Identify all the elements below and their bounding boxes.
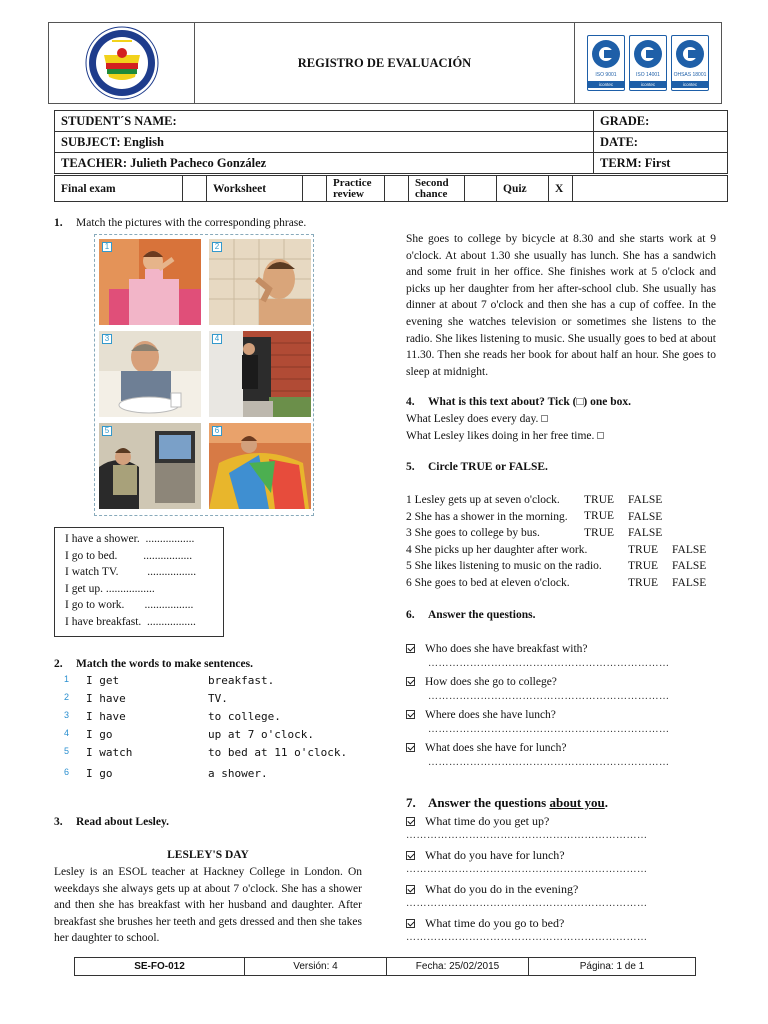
q5-text: Circle TRUE or FALSE. (428, 461, 548, 473)
picture-number: 4 (212, 334, 222, 344)
checked-box-icon (406, 885, 415, 894)
question-text: What do you do in the evening? (425, 882, 579, 896)
checked-box-icon (406, 677, 415, 686)
phrase-item[interactable]: I have breakfast. ................. (65, 615, 196, 628)
q7-text-underlined: about you (549, 795, 605, 810)
q7-questions (406, 813, 722, 949)
answer-line[interactable]: …………………………………………………………… (428, 690, 670, 702)
tf-statement: 5 She likes listening to music on the radio. (406, 560, 602, 572)
row-number: 5 (64, 746, 70, 756)
form-version: Versión: 4 (245, 958, 387, 976)
false-option[interactable]: FALSE (672, 576, 707, 589)
sentence-start[interactable]: I go (86, 728, 113, 741)
form-date: Fecha: 25/02/2015 (387, 958, 529, 976)
picture-number: 3 (102, 334, 112, 344)
tick-box-icon[interactable] (597, 432, 604, 439)
q4-options (406, 411, 604, 444)
row-number: 2 (64, 692, 70, 702)
answer-line[interactable]: …………………………………………………………… (428, 657, 670, 669)
true-false-list (406, 492, 722, 591)
checked-box-icon (406, 743, 415, 752)
worksheet-checkbox[interactable] (303, 176, 327, 202)
student-info-table (54, 110, 728, 174)
tf-statement: 3 She goes to college by bus. (406, 527, 540, 539)
second-chance-label: Second chance (409, 176, 465, 202)
sentence-end[interactable]: TV. (208, 692, 228, 705)
practice-review-checkbox[interactable] (385, 176, 409, 202)
picture-2-man-washing-face (209, 239, 311, 325)
teacher-label: TEACHER: Julieth Pacheco González (55, 153, 594, 174)
sentence-end[interactable]: to bed at 11 o'clock. (208, 746, 348, 759)
sentence-end[interactable]: breakfast. (208, 674, 275, 687)
iso-9001-cert-icon (587, 35, 625, 91)
page-number: Página: 1 de 1 (529, 958, 696, 976)
cert-label: ISO 14001 (636, 71, 660, 78)
sentence-end[interactable]: to college. (208, 710, 281, 723)
question-text: What time do you go to bed? (425, 916, 565, 930)
row-number: 6 (64, 767, 70, 777)
q5-heading (406, 461, 548, 473)
q5-number: 5. (406, 461, 415, 473)
q6-question (406, 641, 722, 674)
q6-questions (406, 641, 722, 773)
question-text: What do you have for lunch? (425, 848, 565, 862)
q2-number: 2. (54, 658, 63, 670)
q4-option[interactable] (406, 428, 604, 445)
grade-field[interactable]: GRADE: (594, 111, 728, 132)
picture-6-woman-going-to-bed (209, 423, 311, 509)
tick-box-icon[interactable] (541, 415, 548, 422)
phrases-box (54, 527, 224, 637)
cert-label: ISO 9001 (595, 71, 617, 78)
true-option-2[interactable]: TRUE (584, 510, 615, 522)
q4-number: 4. (406, 396, 415, 408)
question-text: Who does she have breakfast with? (425, 643, 588, 655)
true-option[interactable]: TRUE (628, 543, 659, 556)
question-text: Where does she have lunch? (425, 709, 556, 721)
q3-heading (54, 816, 169, 828)
row-number: 4 (64, 728, 70, 738)
subject-label: SUBJECT: English (55, 132, 594, 153)
document-footer (74, 957, 696, 976)
q7-question (406, 881, 722, 915)
match-words-list (64, 674, 364, 786)
picture-5-woman-watching-tv (99, 423, 201, 509)
picture-4-man-leaving-for-work (209, 331, 311, 417)
sentence-start[interactable]: I have (86, 710, 126, 723)
row-number: 3 (64, 710, 70, 720)
cert-label: OHSAS 18001 (673, 71, 707, 78)
false-option[interactable]: FALSE (672, 543, 707, 556)
practice-review-label: Practice review (327, 176, 385, 202)
q4-text: What is this text about? Tick (□) one box. (428, 396, 632, 408)
phrase-item[interactable]: I go to work. ................. (65, 599, 194, 611)
ohsas-18001-cert-icon (671, 35, 709, 91)
q6-number: 6. (406, 609, 415, 621)
sentence-start[interactable]: I have (86, 692, 126, 705)
cert-brand: icontec (630, 81, 666, 88)
checked-box-icon (406, 644, 415, 653)
picture-3-man-eating-breakfast (99, 331, 201, 417)
story-title: LESLEY'S DAY (167, 849, 249, 861)
worksheet-label: Worksheet (207, 176, 303, 202)
q3-text: Read about Lesley. (76, 816, 169, 828)
form-code: SE-FO-012 (75, 958, 245, 976)
iso-14001-cert-icon (629, 35, 667, 91)
q7-number: 7. (406, 795, 416, 810)
checked-box-icon (406, 710, 415, 719)
date-field[interactable]: DATE: (594, 132, 728, 153)
quiz-label: Quiz (497, 176, 549, 202)
tf-statement: 2 She has a shower in the morning. (406, 510, 568, 523)
document-header (48, 22, 722, 104)
second-chance-checkbox[interactable] (465, 176, 497, 202)
cert-brand: icontec (588, 81, 624, 88)
sentence-start[interactable]: I go (86, 767, 113, 780)
answer-line[interactable]: …………………………………………………………… (428, 756, 670, 768)
story-text-right: She goes to college by bicycle at 8.30 and she starts work at 9 o'clock. At about 1.30 she usually has lunch. She has a sandwich and some fruit in her office. She finishes work at 5 o'clock and picks up her daughter from her after-school club. She usually has dinner at about 7 o'clock and then she has a cup of coffee. In the evening she watches television or sometimes she listens to the radio. She likes listening to music. She usually goes to bed at about 11.30. Then she reads her book for about half an hour. She goes to sleep at midnight. (406, 233, 716, 378)
q1-heading (54, 217, 306, 229)
q6-heading (406, 609, 535, 621)
school-logo (49, 23, 195, 103)
cert-brand: icontec (672, 81, 708, 88)
quiz-checkbox[interactable]: X (549, 176, 573, 202)
phrase-item[interactable]: I go to bed. ................. (65, 549, 193, 562)
true-option[interactable]: TRUE (584, 527, 615, 539)
q4-heading (406, 396, 631, 408)
q6-question (406, 740, 722, 773)
question-text: What does she have for lunch? (425, 742, 567, 754)
answer-line[interactable]: …………………………………………………………… (406, 931, 648, 943)
true-option[interactable]: TRUE (628, 576, 659, 589)
row-number: 1 (64, 674, 70, 684)
q6-question (406, 674, 722, 707)
picture-number: 6 (212, 426, 222, 436)
answer-line[interactable]: …………………………………………………………… (406, 897, 648, 909)
q7-heading (406, 795, 608, 811)
sentence-end[interactable]: a shower. (208, 767, 268, 780)
picture-number: 1 (102, 242, 112, 252)
tf-item (406, 542, 722, 559)
phrase-item[interactable]: I watch TV. ................. (65, 566, 197, 578)
final-exam-label: Final exam (55, 176, 183, 202)
blank-cell (573, 176, 728, 202)
student-name-field[interactable]: STUDENT´S NAME: (55, 111, 594, 132)
tf-statement: 6 She goes to bed at eleven o'clock. (406, 576, 570, 589)
answer-line[interactable]: …………………………………………………………… (406, 863, 648, 875)
q7-question (406, 915, 722, 949)
term-label: TERM: First (594, 153, 728, 174)
false-option[interactable]: FALSE (628, 494, 663, 506)
checked-box-icon (406, 851, 415, 860)
answer-line[interactable]: …………………………………………………………… (406, 829, 648, 841)
tf-item (406, 509, 722, 526)
question-text: What time do you get up? (425, 814, 550, 828)
question-text: How does she go to college? (425, 676, 557, 688)
logo-cell (49, 23, 195, 103)
final-exam-checkbox[interactable] (183, 176, 207, 202)
answer-line[interactable]: …………………………………………………………… (428, 723, 670, 735)
exam-type-table (54, 175, 728, 202)
q3-number: 3. (54, 816, 63, 828)
tf-statement: 1 Lesley gets up at seven o'clock. (406, 494, 560, 506)
sentence-start[interactable]: I get (86, 674, 120, 687)
false-option[interactable]: FALSE (672, 560, 707, 572)
tf-item (406, 492, 722, 509)
false-option[interactable]: FALSE (628, 527, 663, 539)
q4-option[interactable] (406, 411, 604, 428)
q2-heading (54, 658, 253, 670)
option-label: What Lesley likes doing in her free time. (406, 429, 595, 442)
q1-text: Match the pictures with the corresponding phrase. (76, 217, 307, 229)
checked-box-icon (406, 919, 415, 928)
true-option[interactable]: TRUE (628, 560, 659, 572)
q6-question (406, 707, 722, 740)
false-option[interactable]: FALSE (628, 510, 663, 523)
tf-item (406, 558, 722, 575)
checked-box-icon (406, 817, 415, 826)
phrase-item[interactable]: I get up. ................. (65, 582, 155, 595)
option-label: What Lesley does every day. (406, 413, 539, 425)
picture-1-woman-waking-up (99, 239, 201, 325)
picture-grid (94, 234, 314, 516)
tf-item (406, 525, 722, 542)
q7-text: Answer the questions (428, 795, 550, 810)
sentence-end[interactable]: up at 7 o'clock. (208, 728, 314, 741)
tf-statement: 4 She picks up her daughter after work. (406, 543, 588, 556)
true-option[interactable]: TRUE (584, 494, 615, 506)
story-text-left: Lesley is an ESOL teacher at Hackney College in London. On weekdays she always gets up at about 7 o'clock. She has a shower and then she has breakfast with her husband and daughter. After breakfast she brushes her teeth and gets dressed and then she takes her daughter to school. (54, 866, 362, 945)
q6-text: Answer the questions. (428, 609, 536, 621)
phrase-item[interactable]: I have a shower. ................. (65, 533, 195, 545)
certifications (575, 23, 721, 103)
q7-question (406, 813, 722, 847)
sentence-start[interactable]: I watch (86, 746, 133, 759)
picture-number: 2 (212, 242, 222, 252)
q7-text-end: . (604, 795, 608, 810)
q1-number: 1. (54, 217, 63, 229)
picture-number: 5 (102, 426, 112, 436)
q7-question (406, 847, 722, 881)
q2-text: Match the words to make sentences. (76, 658, 253, 670)
form-title: REGISTRO DE EVALUACIÓN (195, 23, 575, 103)
tf-item (406, 575, 722, 592)
